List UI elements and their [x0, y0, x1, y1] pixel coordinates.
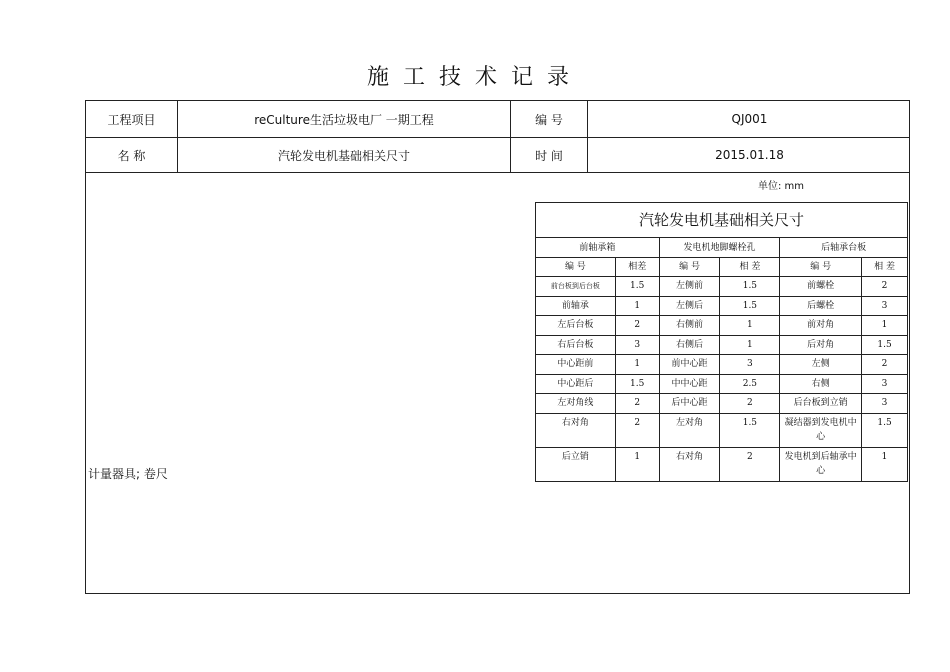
col-header: 相 差: [862, 258, 908, 277]
table-cell: 前中心距: [659, 355, 720, 375]
table-cell: 2: [615, 394, 659, 414]
table-cell: 凝结器到发电机中心: [780, 413, 862, 447]
header-row-project: [86, 101, 909, 138]
table-cell: 右后台板: [536, 335, 616, 355]
table-cell: 1.5: [720, 413, 780, 447]
table-row: [536, 335, 908, 355]
table-cell: 中心距后: [536, 374, 616, 394]
project-label: 工程项目: [86, 101, 178, 137]
header-row-name: [86, 138, 909, 173]
column-header-row: [536, 258, 908, 277]
table-cell: 1: [615, 355, 659, 375]
table-cell: 1.5: [862, 335, 908, 355]
table-cell: 后台板到立销: [780, 394, 862, 414]
table-cell: 3: [862, 296, 908, 316]
table-cell: 后立销: [536, 447, 616, 481]
col-header: 相 差: [720, 258, 780, 277]
table-cell: 2: [720, 394, 780, 414]
table-cell: 前螺栓: [780, 277, 862, 297]
col-header: 编 号: [659, 258, 720, 277]
table-row: [536, 316, 908, 336]
table-row: [536, 355, 908, 375]
table-caption: 汽轮发电机基础相关尺寸: [536, 203, 908, 238]
table-cell: 3: [720, 355, 780, 375]
group-front-bearing: 前轴承箱: [536, 238, 660, 258]
table-cell: 1: [862, 316, 908, 336]
table-cell: 左后台板: [536, 316, 616, 336]
table-cell: 1: [720, 316, 780, 336]
table-cell: 右侧: [780, 374, 862, 394]
col-header: 相差: [615, 258, 659, 277]
table-cell: 前对角: [780, 316, 862, 336]
table-cell: 左对角线: [536, 394, 616, 414]
col-header: 编 号: [536, 258, 616, 277]
table-cell: 右对角: [536, 413, 616, 447]
time-value: 2015.01.18: [715, 148, 784, 162]
group-header-row: [536, 238, 908, 258]
table-cell: 3: [862, 394, 908, 414]
name-value: 汽轮发电机基础相关尺寸: [178, 138, 511, 172]
name-label: 名 称: [86, 138, 178, 172]
table-cell: 1.5: [615, 374, 659, 394]
table-cell: 前轴承: [536, 296, 616, 316]
table-cell: 2.5: [720, 374, 780, 394]
dimension-table: [535, 202, 908, 482]
table-cell: 2: [615, 413, 659, 447]
table-row: [536, 447, 908, 481]
table-row: [536, 413, 908, 447]
table-cell: 1.5: [720, 296, 780, 316]
table-cell: 右对角: [659, 447, 720, 481]
instrument-note: 计量器具; 卷尺: [88, 467, 168, 481]
table-row: [536, 394, 908, 414]
table-cell: 后对角: [780, 335, 862, 355]
table-cell: 2: [862, 277, 908, 297]
table-cell: 1: [862, 447, 908, 481]
table-cell: 左侧前: [659, 277, 720, 297]
col-header: 编 号: [780, 258, 862, 277]
table-cell: 右侧后: [659, 335, 720, 355]
time-label: 时 间: [511, 138, 588, 172]
table-cell: 左对角: [659, 413, 720, 447]
table-cell: 3: [615, 335, 659, 355]
table-cell: 前台板到后台板: [536, 277, 616, 297]
table-cell: 后中心距: [659, 394, 720, 414]
number-label: 编 号: [511, 101, 588, 137]
table-cell: 2: [615, 316, 659, 336]
page-title: 施工技术记录: [366, 65, 583, 90]
table-cell: 中中心距: [659, 374, 720, 394]
table-cell: 1: [720, 335, 780, 355]
table-cell: 1: [615, 447, 659, 481]
group-rear-bearing: 后轴承台板: [780, 238, 908, 258]
table-cell: 1.5: [615, 277, 659, 297]
table-row: [536, 277, 908, 297]
number-value: QJ001: [731, 112, 768, 126]
table-row: [536, 374, 908, 394]
record-form: [85, 100, 910, 594]
table-cell: 右侧前: [659, 316, 720, 336]
table-cell: 左侧后: [659, 296, 720, 316]
unit-label: 单位: mm: [757, 181, 804, 192]
table-cell: 2: [862, 355, 908, 375]
table-cell: 1.5: [862, 413, 908, 447]
table-cell: 左侧: [780, 355, 862, 375]
table-cell: 发电机到后轴承中心: [780, 447, 862, 481]
group-generator-bolts: 发电机地脚螺栓孔: [659, 238, 780, 258]
table-cell: 中心距前: [536, 355, 616, 375]
table-cell: 后螺栓: [780, 296, 862, 316]
table-row: [536, 296, 908, 316]
table-cell: 1: [615, 296, 659, 316]
table-cell: 3: [862, 374, 908, 394]
project-value: reCulture生活垃圾电厂 一期工程: [178, 101, 511, 137]
table-cell: 2: [720, 447, 780, 481]
table-cell: 1.5: [720, 277, 780, 297]
